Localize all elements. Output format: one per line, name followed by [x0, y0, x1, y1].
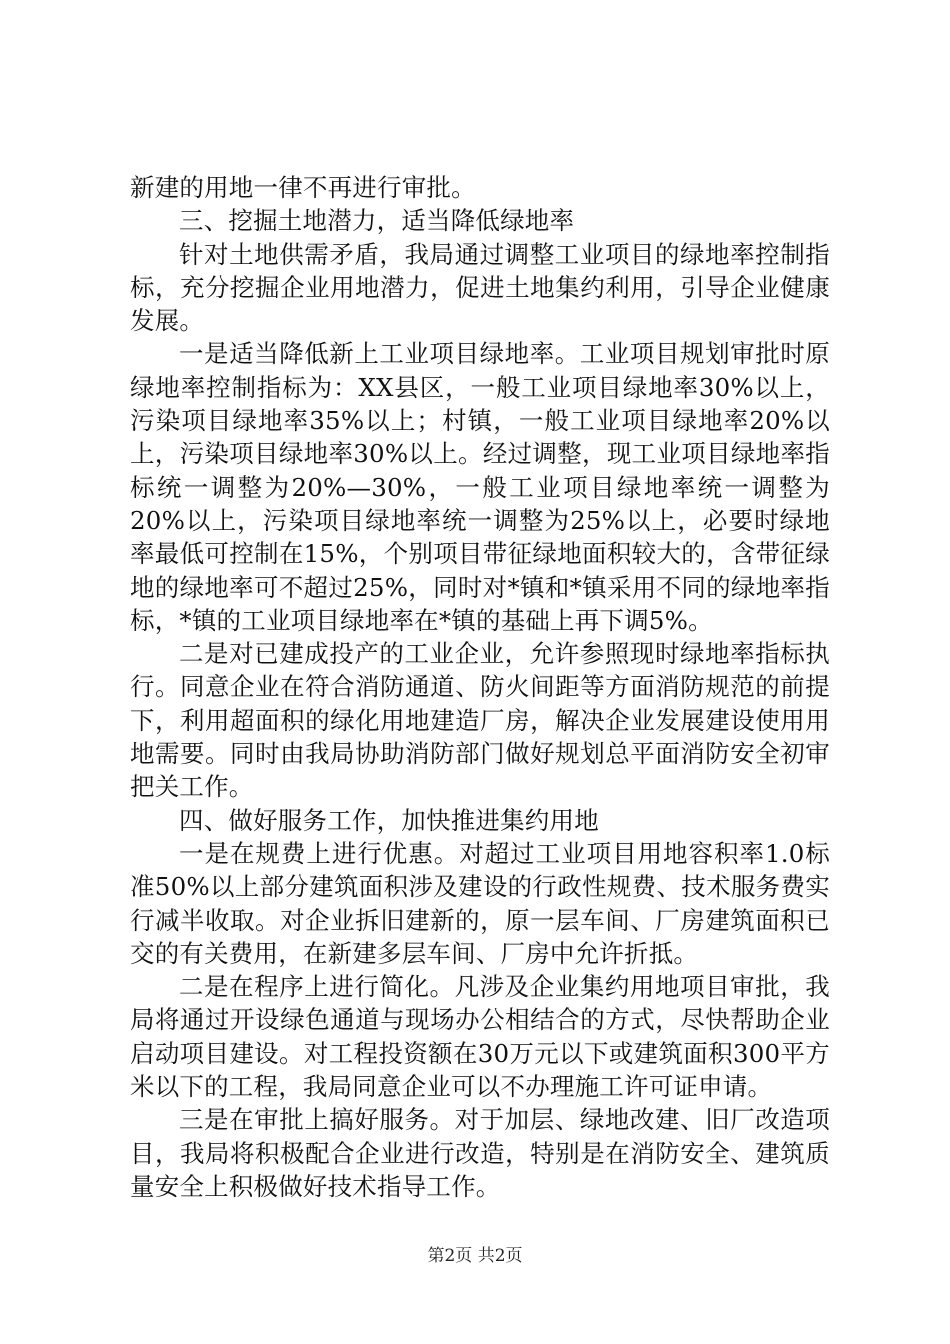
paragraph: 一是适当降低新上工业项目绿地率。工业项目规划审批时原绿地率控制指标为：XX县区，一般工业项目绿地率30%以上，污染项目绿地率35%以上；村镇，一般工业项目绿地率20%以上，污染项目绿地率30%以上。经过调整，现工业项目绿地率指标统一调整为20%—30%，一般工业项目绿地率统一调整为20%以上，污染项目绿地率统一调整为25%以上，必要时绿地率最低可控制在15%，个别项目带征绿地面积较大的，含带征绿地的绿地率可不超过25%，同时对*镇和*镇采用不同的绿地率指标，*镇的工业项目绿地率在*镇的基础上再下调5%。	[130, 339, 830, 635]
paragraph: 一是在规费上进行优惠。对超过工业项目用地容积率1.0标准50%以上部分建筑面积涉及建设的行政性规费、技术服务费实行减半收取。对企业拆旧建新的，原一层车间、厂房建筑面积已交的有关费用，在新建多层车间、厂房中允许折抵。	[130, 838, 830, 968]
paragraph: 三是在审批上搞好服务。对于加层、绿地改建、旧厂改造项目，我局将积极配合企业进行改造，特别是在消防安全、建筑质量安全上积极做好技术指导工作。	[130, 1105, 830, 1201]
paragraph: 二是对已建成投产的工业企业，允许参照现时绿地率指标执行。同意企业在符合消防通道、防火间距等方面消防规范的前提下，利用超面积的绿化用地建造厂房，解决企业发展建设使用用地需要。同时由我局协助消防部门做好规划总平面消防安全初审把关工作。	[130, 639, 830, 802]
section-heading: 三、挖掘土地潜力，适当降低绿地率	[179, 206, 575, 236]
document-body	[130, 171, 830, 1203]
section-heading: 四、做好服务工作，加快推进集约用地	[179, 805, 599, 835]
paragraph: 新建的用地一律不再进行审批。	[130, 173, 476, 202]
paragraph: 二是在程序上进行简化。凡涉及企业集约用地项目审批，我局将通过开设绿色通道与现场办公相结合的方式，尽快帮助企业启动项目建设。对工程投资额在30万元以下或建筑面积300平方米以下的工程，我局同意企业可以不办理施工许可证申请。	[130, 972, 830, 1102]
page-number-footer: 第2页 共2页	[427, 1246, 523, 1266]
paragraph: 针对土地供需矛盾，我局通过调整工业项目的绿地率控制指标，充分挖掘企业用地潜力，促进土地集约利用，引导企业健康发展。	[130, 239, 830, 336]
